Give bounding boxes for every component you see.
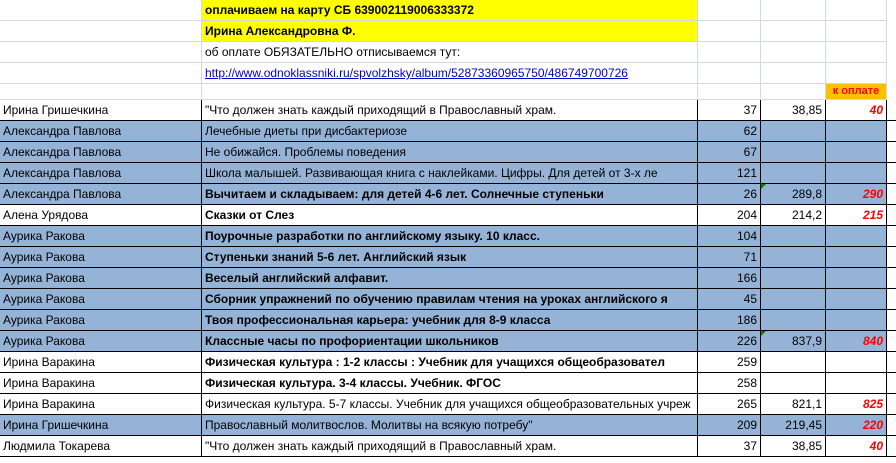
- price-cell[interactable]: 259: [698, 352, 761, 373]
- price-cell[interactable]: 37: [698, 100, 761, 121]
- table-row: [0, 436, 896, 457]
- comment-indicator-icon: [761, 331, 766, 336]
- customer-name-cell[interactable]: Ирина Гришечкина: [0, 100, 202, 121]
- customer-name-cell[interactable]: Ирина Гришечкина: [0, 415, 202, 436]
- empty-cell[interactable]: [887, 163, 896, 184]
- table-row: [0, 268, 896, 289]
- pay-amount-cell[interactable]: 215: [826, 205, 887, 226]
- table-row: [0, 373, 896, 394]
- pay-amount-cell[interactable]: 840: [826, 331, 887, 352]
- customer-name-cell[interactable]: Ирина Варакина: [0, 352, 202, 373]
- empty-cell[interactable]: [887, 142, 896, 163]
- pay-amount-cell[interactable]: [826, 310, 887, 331]
- customer-name-cell[interactable]: Аурика Ракова: [0, 247, 202, 268]
- price-cell[interactable]: 226: [698, 331, 761, 352]
- book-title-cell[interactable]: Не обижайся. Проблемы поведения: [202, 142, 698, 163]
- price-cell[interactable]: 204: [698, 205, 761, 226]
- price-cell[interactable]: 67: [698, 142, 761, 163]
- pay-amount-cell[interactable]: [826, 142, 887, 163]
- empty-cell[interactable]: [887, 436, 896, 457]
- empty-cell[interactable]: [887, 121, 896, 142]
- table-row: [0, 247, 896, 268]
- table-row: [0, 352, 896, 373]
- pay-amount-cell[interactable]: [826, 289, 887, 310]
- pay-amount-cell[interactable]: 290: [826, 184, 887, 205]
- empty-cell[interactable]: [887, 205, 896, 226]
- pay-amount-cell[interactable]: [826, 247, 887, 268]
- price-cell[interactable]: 166: [698, 268, 761, 289]
- total-cell[interactable]: 837,9: [761, 331, 826, 352]
- empty-cell[interactable]: [887, 331, 896, 352]
- table-row: [0, 226, 896, 247]
- total-cell[interactable]: [761, 163, 826, 184]
- pay-amount-cell[interactable]: [826, 163, 887, 184]
- total-cell[interactable]: [761, 121, 826, 142]
- total-cell[interactable]: [761, 268, 826, 289]
- total-cell[interactable]: [761, 289, 826, 310]
- total-cell[interactable]: 821,1: [761, 394, 826, 415]
- book-title-cell[interactable]: Сборник упражнений по обучению правилам чтения на уроках английского я: [202, 289, 698, 310]
- total-cell[interactable]: [761, 310, 826, 331]
- book-title-cell[interactable]: "Что должен знать каждый приходящий в Православный храм.: [202, 100, 698, 121]
- pay-label-cell[interactable]: к оплате: [826, 84, 887, 100]
- customer-name-cell[interactable]: Аурика Ракова: [0, 331, 202, 352]
- pay-amount-cell[interactable]: [826, 226, 887, 247]
- book-title-cell[interactable]: Сказки от Слез: [202, 205, 698, 226]
- total-cell[interactable]: 289,8: [761, 184, 826, 205]
- price-cell[interactable]: 26: [698, 184, 761, 205]
- total-cell[interactable]: 219,45: [761, 415, 826, 436]
- customer-name-cell[interactable]: Александра Павлова: [0, 142, 202, 163]
- price-cell[interactable]: 71: [698, 247, 761, 268]
- table-row: [0, 415, 896, 436]
- book-title-cell[interactable]: Физическая культура : 1-2 классы : Учебник для учащихся общеобразовател: [202, 352, 698, 373]
- customer-name-cell[interactable]: Ирина Варакина: [0, 373, 202, 394]
- table-row: [0, 205, 896, 226]
- book-title-cell[interactable]: "Что должен знать каждый приходящий в Православный храм.: [202, 436, 698, 457]
- card-info-cell[interactable]: оплачиваем на карту СБ 639002119006333372: [202, 0, 698, 21]
- book-title-cell[interactable]: Физическая культура. 5-7 классы. Учебник для учащихся общеобразовательных учреж: [202, 394, 698, 415]
- empty-cell[interactable]: [887, 226, 896, 247]
- empty-cell[interactable]: [887, 415, 896, 436]
- book-title-cell[interactable]: Твоя профессиональная карьера: учебник для 8-9 класса: [202, 310, 698, 331]
- header-row-pay: [0, 84, 896, 100]
- pay-amount-cell[interactable]: 220: [826, 415, 887, 436]
- pay-amount-cell[interactable]: [826, 352, 887, 373]
- price-cell[interactable]: 265: [698, 394, 761, 415]
- book-title-cell[interactable]: Физическая культура. 3-4 классы. Учебник. ФГОС: [202, 373, 698, 394]
- price-cell[interactable]: 258: [698, 373, 761, 394]
- table-row: [0, 394, 896, 415]
- total-cell[interactable]: [761, 142, 826, 163]
- total-cell[interactable]: [761, 373, 826, 394]
- book-title-cell[interactable]: Ступеньки знаний 5-6 лет. Английский язык: [202, 247, 698, 268]
- pay-amount-cell[interactable]: 40: [826, 100, 887, 121]
- empty-cell[interactable]: [887, 394, 896, 415]
- pay-amount-cell[interactable]: [826, 121, 887, 142]
- table-row: [0, 163, 896, 184]
- customer-name-cell[interactable]: Александра Павлова: [0, 163, 202, 184]
- book-title-cell[interactable]: Школа малышей. Развивающая книга с наклейками. Цифры. Для детей от 3-х ле: [202, 163, 698, 184]
- empty-cell[interactable]: [887, 289, 896, 310]
- book-title-cell[interactable]: Лечебные диеты при дисбактериозе: [202, 121, 698, 142]
- book-title-cell[interactable]: Вычитаем и складываем: для детей 4-6 лет. Солнечные ступеньки: [202, 184, 698, 205]
- total-cell[interactable]: [761, 352, 826, 373]
- empty-cell[interactable]: [887, 373, 896, 394]
- empty-cell[interactable]: [887, 310, 896, 331]
- total-cell[interactable]: 38,85: [761, 100, 826, 121]
- empty-cell[interactable]: [887, 247, 896, 268]
- table-row: [0, 100, 896, 121]
- book-title-cell[interactable]: Православный молитвослов. Молитвы на всякую потребу": [202, 415, 698, 436]
- customer-name-cell[interactable]: Александра Павлова: [0, 121, 202, 142]
- header-row-note: [0, 42, 896, 63]
- payment-note-cell[interactable]: об оплате ОБЯЗАТЕЛЬНО отписываемся тут:: [202, 42, 698, 63]
- customer-name-cell[interactable]: Людмила Токарева: [0, 436, 202, 457]
- price-cell[interactable]: 62: [698, 121, 761, 142]
- table-row: [0, 310, 896, 331]
- customer-name-cell[interactable]: Александра Павлова: [0, 184, 202, 205]
- table-row: [0, 121, 896, 142]
- total-cell[interactable]: 38,85: [761, 436, 826, 457]
- customer-name-cell[interactable]: Аурика Ракова: [0, 289, 202, 310]
- total-cell[interactable]: [761, 247, 826, 268]
- pay-amount-cell[interactable]: 825: [826, 394, 887, 415]
- header-row-link: [0, 63, 896, 84]
- price-cell[interactable]: 121: [698, 163, 761, 184]
- recipient-name-cell[interactable]: Ирина Александровна Ф.: [202, 21, 698, 42]
- empty-cell[interactable]: [887, 100, 896, 121]
- header-row-card: [0, 0, 896, 21]
- table-row: [0, 142, 896, 163]
- book-title-cell[interactable]: Поурочные разработки по английскому языку. 10 класс.: [202, 226, 698, 247]
- price-cell[interactable]: 209: [698, 415, 761, 436]
- pay-amount-cell[interactable]: [826, 373, 887, 394]
- empty-cell[interactable]: [887, 268, 896, 289]
- table-row: [0, 289, 896, 310]
- album-link[interactable]: http://www.odnoklassniki.ru/spvolzhsky/album/52873360965750/486749700726: [205, 66, 628, 80]
- customer-name-cell[interactable]: Ирина Варакина: [0, 394, 202, 415]
- price-cell[interactable]: 37: [698, 436, 761, 457]
- empty-cell[interactable]: [887, 352, 896, 373]
- table-row: [0, 331, 896, 352]
- price-cell[interactable]: 104: [698, 226, 761, 247]
- price-cell[interactable]: 45: [698, 289, 761, 310]
- customer-name-cell[interactable]: Аурика Ракова: [0, 310, 202, 331]
- total-cell[interactable]: 214,2: [761, 205, 826, 226]
- pay-amount-cell[interactable]: 40: [826, 436, 887, 457]
- book-title-cell[interactable]: Классные часы по профориентации школьников: [202, 331, 698, 352]
- comment-indicator-icon: [761, 184, 766, 189]
- table-row: [0, 184, 896, 205]
- book-title-cell[interactable]: Веселый английский алфавит.: [202, 268, 698, 289]
- pay-amount-cell[interactable]: [826, 268, 887, 289]
- price-cell[interactable]: 186: [698, 310, 761, 331]
- customer-name-cell[interactable]: Аурика Ракова: [0, 268, 202, 289]
- header-row-name: [0, 21, 896, 42]
- customer-name-cell[interactable]: Аурика Ракова: [0, 226, 202, 247]
- customer-name-cell[interactable]: Алена Урядова: [0, 205, 202, 226]
- empty-cell[interactable]: [887, 184, 896, 205]
- total-cell[interactable]: [761, 226, 826, 247]
